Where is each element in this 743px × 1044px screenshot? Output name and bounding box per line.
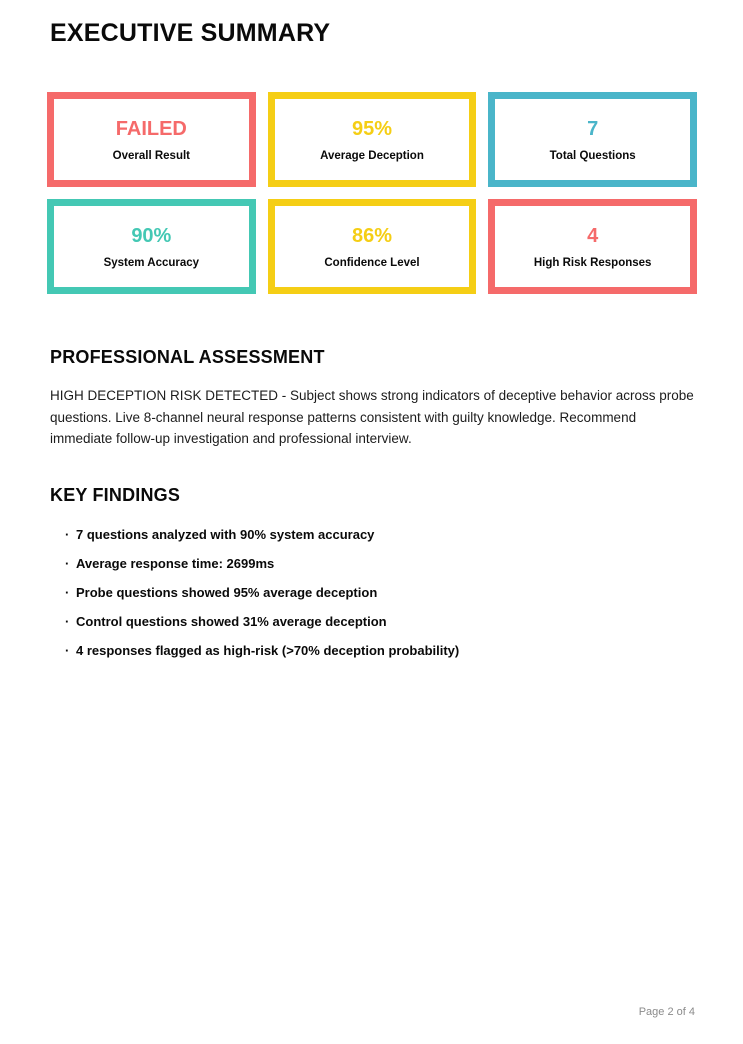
bullet-icon: ·	[65, 526, 70, 542]
assessment-body-text: HIGH DECEPTION RISK DETECTED - Subject shows strong indicators of deceptive behavior across probe questions. Live 8-channel neural response patterns consistent with guilty knowledge. Recommend immediate follow-up investigation and professional interview.	[50, 388, 694, 446]
stat-card-overall-result	[47, 92, 256, 187]
summary-stats-grid	[47, 92, 697, 294]
page-title: EXECUTIVE SUMMARY	[50, 19, 331, 47]
stat-value: 95%	[351, 117, 392, 140]
bullet-icon: ·	[65, 584, 70, 600]
stat-value: FAILED	[115, 117, 187, 140]
list-item	[65, 586, 697, 599]
stat-value: 4	[587, 224, 599, 247]
finding-text: Probe questions showed 95% average deception	[76, 584, 378, 600]
stat-label: Average Deception	[320, 149, 424, 162]
stat-label: Confidence Level	[324, 256, 420, 269]
stat-label: High Risk Responses	[533, 256, 652, 269]
stat-card-confidence-level	[268, 199, 477, 294]
stat-value: 90%	[131, 224, 172, 247]
findings-list	[65, 528, 697, 657]
stat-label: Total Questions	[549, 149, 636, 162]
stat-label: System Accuracy	[103, 256, 200, 269]
list-item	[65, 557, 697, 570]
stat-label: Overall Result	[112, 149, 190, 162]
bullet-icon: ·	[65, 613, 70, 629]
finding-text: 4 responses flagged as high-risk (>70% deception probability)	[76, 642, 460, 658]
stat-value: 86%	[351, 224, 392, 247]
stat-value: 7	[587, 117, 599, 140]
stat-card-high-risk-responses	[488, 199, 697, 294]
finding-text: Average response time: 2699ms	[76, 555, 275, 571]
finding-text: Control questions showed 31% average deception	[76, 613, 387, 629]
bullet-icon: ·	[65, 555, 70, 571]
stat-card-total-questions	[488, 92, 697, 187]
bullet-icon: ·	[65, 642, 70, 658]
stat-card-average-deception	[268, 92, 477, 187]
list-item	[65, 528, 697, 541]
stat-card-system-accuracy	[47, 199, 256, 294]
assessment-section-heading: PROFESSIONAL ASSESSMENT	[50, 347, 325, 367]
finding-text: 7 questions analyzed with 90% system accuracy	[76, 526, 375, 542]
page-number: Page 2 of 4	[638, 1006, 695, 1018]
list-item	[65, 644, 697, 657]
list-item	[65, 615, 697, 628]
findings-section-heading: KEY FINDINGS	[50, 484, 181, 505]
